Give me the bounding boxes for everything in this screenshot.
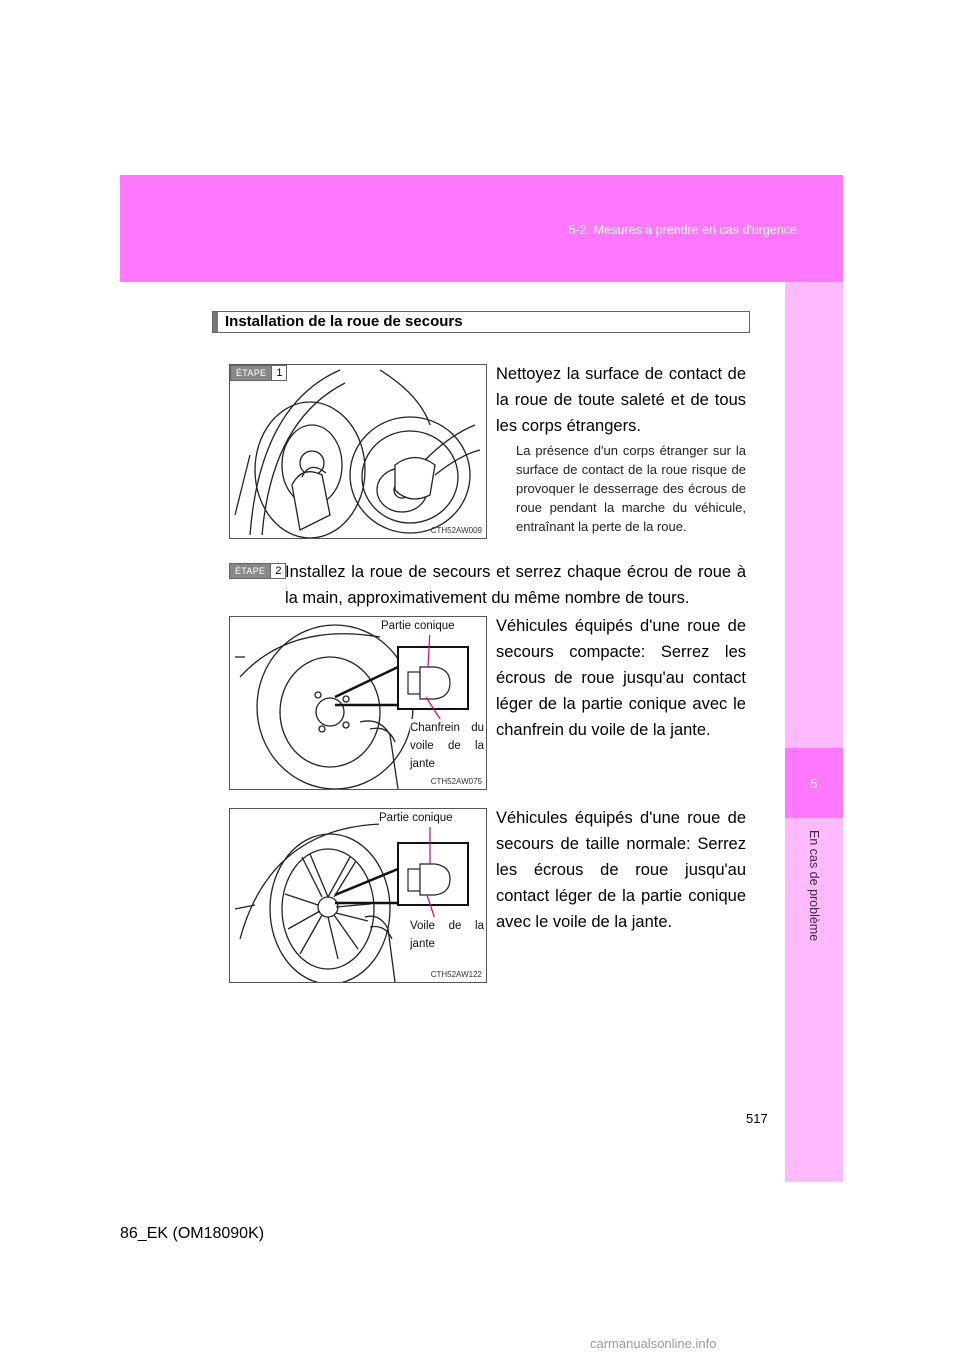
compact-spare-text: Véhicules équipés d'une roue de secours compacte: Serrez les écrous de roue jusqu'au contact léger de la partie conique avec le chanfrein du voile de la jante.: [496, 617, 746, 739]
chapter-tab[interactable]: [785, 748, 843, 818]
step-2-tag: ÉTAPE 2: [229, 563, 286, 579]
watermark: carmanualsonline.info: [590, 1336, 717, 1351]
chapter-number: 5: [810, 776, 818, 791]
callout-chamfer: Chanfrein du voile de la jante: [410, 719, 484, 773]
callout-cone-fullsize: Partie conique: [379, 809, 453, 827]
figure-code: CTH52AW075: [430, 777, 482, 786]
figure-fullsize-spare: [229, 808, 487, 983]
chapter-title: En cas de problème: [807, 830, 821, 942]
chapter-side-strip: [785, 282, 843, 1182]
section-title: Installation de la roue de secours: [212, 311, 750, 333]
callout-disc: Voile de la jante: [410, 917, 484, 953]
step-1-tag: ÉTAPE 1: [230, 365, 287, 381]
page-number: 517: [746, 1111, 768, 1126]
callout-cone-compact: Partie conique: [381, 617, 455, 635]
clean-hub-illustration: [230, 365, 486, 538]
figure-code: CTH52AW009: [430, 526, 482, 535]
fullsize-spare-illustration: [230, 809, 486, 982]
breadcrumb: 5-2. Mesures à prendre en cas d'urgence: [568, 223, 797, 237]
step-2-text: Installez la roue de secours et serrez chaque écrou de roue à la main, approximativement du même nombre de tours.: [285, 563, 746, 607]
figure-code: CTH52AW122: [430, 970, 482, 979]
header-band: [120, 175, 843, 282]
step-1-text: Nettoyez la surface de contact de la roue de toute saleté et de tous les corps étrangers.: [496, 365, 746, 435]
document-code: 86_EK (OM18090K): [120, 1225, 265, 1242]
figure-clean-hub: [229, 364, 487, 539]
step-1-note: La présence d'un corps étranger sur la surface de contact de la roue risque de provoquer le desserrage des écrous de roue pendant la marche du véhicule, entraînant la perte de la roue.: [516, 443, 746, 534]
fullsize-spare-text: Véhicules équipés d'une roue de secours de taille normale: Serrez les écrous de roue jusqu'au contact léger de la partie conique avec le voile de la jante.: [496, 809, 746, 931]
